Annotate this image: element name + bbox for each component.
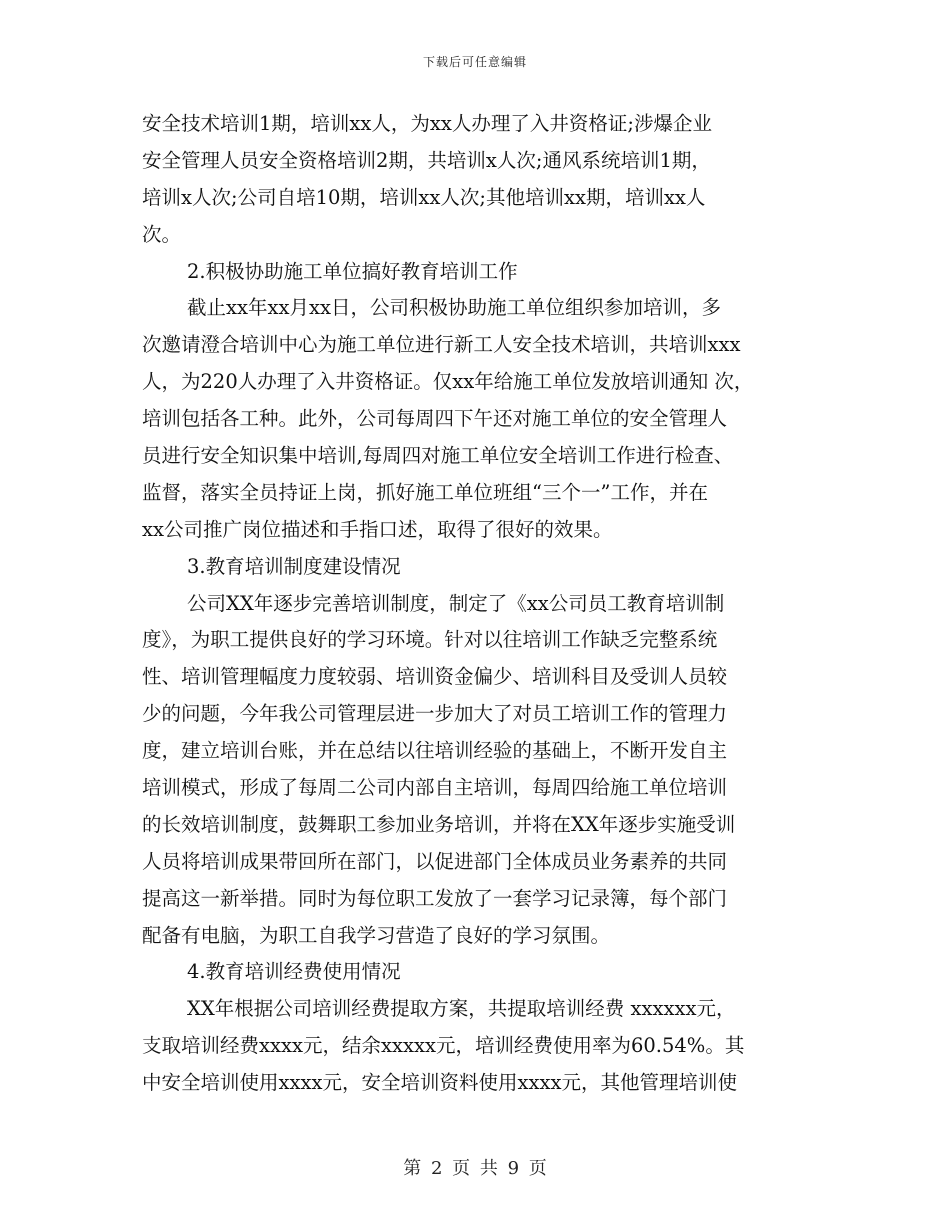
text-line: 监督，落实全员持证上岗，抓好施工单位班组“三个一”工作，并在 — [142, 480, 708, 504]
section-heading: 3.教育培训制度建设情况 — [187, 554, 401, 578]
text-line: 培训模式，形成了每周二公司内部自主培训，每周四给施工单位培训 — [142, 776, 728, 800]
section-heading: 4.教育培训经费使用情况 — [187, 960, 401, 984]
text-line: 人，为220人办理了入井资格证。仅xx年给施工单位发放培训通知 次， — [142, 370, 754, 394]
text-line: 次邀请澄合培训中心为施工单位进行新工人安全技术培训，共培训xxx — [142, 333, 741, 357]
text-line: 安全技术培训1期，培训xx人，为xx人办理了入井资格证;涉爆企业 — [142, 112, 712, 135]
text-line: 少的问题，今年我公司管理层进一步加大了对员工培训工作的管理力 — [142, 702, 728, 726]
paragraph-start: XX年根据公司培训经费提取方案，共提取培训经费 xxxxxx元， — [187, 997, 736, 1021]
text-line: 安全管理人员安全资格培训2期，共培训x人次;通风系统培训1期， — [142, 148, 711, 172]
text-line: 中安全培训使用xxxx元，安全培训资料使用xxxx元，其他管理培训使 — [142, 1071, 737, 1095]
text-line: 员进行安全知识集中培训,每周四对施工单位安全培训工作进行检查、 — [142, 444, 734, 468]
page-header: 下载后可任意编辑 — [422, 55, 527, 69]
text-line: 培训x人次;公司自培10期，培训xx人次;其他培训xx期，培训xx人 — [142, 185, 706, 209]
page-number: 第 2 页 共 9 页 — [403, 1158, 547, 1179]
section-heading: 2.积极协助施工单位搞好教育培训工作 — [187, 259, 518, 283]
text-line: 次。 — [142, 222, 182, 246]
text-line: 支取培训经费xxxx元，结余xxxxx元，培训经费使用率为60.54%。其 — [142, 1034, 745, 1058]
paragraph-start: 公司XX年逐步完善培训制度，制定了《xx公司员工教育培训制 — [187, 591, 725, 615]
paragraph-start: 截止xx年xx月xx日，公司积极协助施工单位组织参加培训，多 — [187, 296, 721, 320]
text-line: 的长效培训制度，鼓舞职工参加业务培训，并将在XX年逐步实施受训 — [142, 812, 736, 836]
text-line: 配备有电脑，为职工自我学习营造了良好的学习氛围。 — [142, 923, 611, 947]
text-line: 培训包括各工种。此外，公司每周四下午还对施工单位的安全管理人 — [142, 407, 728, 431]
document-body — [142, 106, 822, 1102]
text-line: 提高这一新举措。同时为每位职工发放了一套学习记录簿，每个部门 — [142, 886, 728, 910]
text-line: 度》，为职工提供良好的学习环境。针对以往培训工作缺乏完整系统 — [142, 628, 718, 652]
text-line: 度，建立培训台账，并在总结以往培训经验的基础上，不断开发自主 — [142, 739, 728, 763]
text-line: 性、培训管理幅度力度较弱、培训资金偏少、培训科目及受训人员较 — [142, 665, 728, 689]
text-line: xx公司推广岗位描述和手指口述，取得了很好的效果。 — [142, 517, 613, 541]
text-line: 人员将培训成果带回所在部门，以促进部门全体成员业务素养的共同 — [142, 849, 728, 873]
